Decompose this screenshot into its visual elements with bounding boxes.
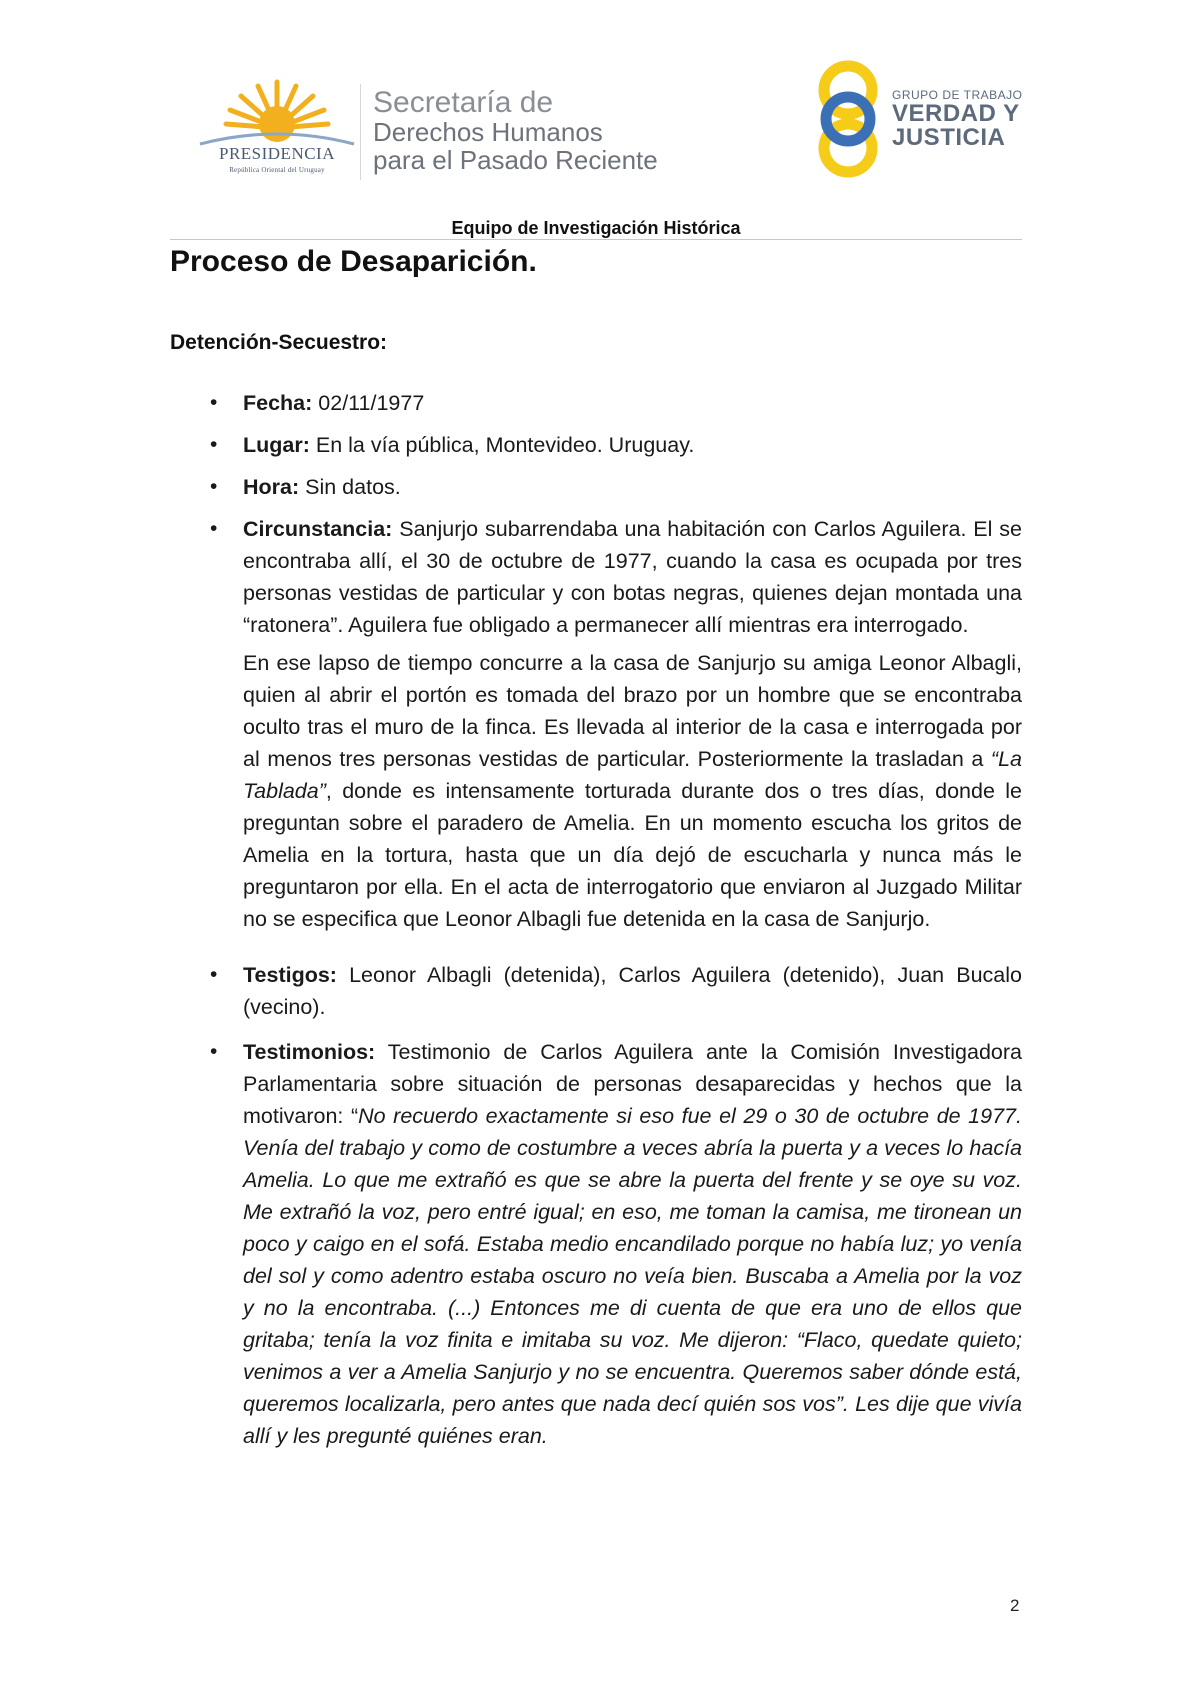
list-item-lugar: [170, 429, 1022, 461]
circunstancia-paragraph-2: [243, 647, 1022, 935]
secretaria-line3: para el Pasado Reciente: [373, 145, 658, 175]
bullet-icon: •: [210, 433, 218, 456]
testigos-label: Testigos:: [243, 963, 337, 987]
list-item-fecha: [170, 387, 1022, 419]
bullet-icon: •: [210, 475, 218, 498]
hora-value: Sin datos.: [299, 475, 401, 499]
bullet-icon: •: [210, 963, 218, 986]
bullet-icon: •: [210, 517, 218, 540]
testigos-value: Leonor Albagli (detenida), Carlos Aguilera (detenido), Juan Bucalo (vecino).: [243, 963, 1022, 1019]
details-list: [170, 387, 1022, 1452]
secretaria-line1: Secretaría de: [373, 86, 554, 119]
circunstancia-paragraph-1: [243, 513, 1022, 641]
lugar-value: En la vía pública, Montevideo. Uruguay.: [309, 433, 695, 457]
list-item-testigos: [170, 959, 1022, 1023]
grupo-line1: GRUPO DE TRABAJO: [892, 88, 1023, 102]
bullet-icon: •: [210, 1040, 218, 1063]
fecha-label: Fecha:: [243, 391, 313, 415]
bullet-icon: •: [210, 391, 218, 414]
document-header: [0, 0, 1191, 238]
circunstancia-text-2b: , donde es intensamente torturada durante dos o tres días, donde le preguntan sobre el paradero de Amelia. En un momento escucha los gritos de Amelia en la tortura, hasta que un día dejó de escucharla y nunca más le preguntaron por ella. En el acta de interrogatorio que enviaron al Juzgado Militar no se especifica que Leonor Albagli fue detenida en la casa de Sanjurjo.: [243, 779, 1022, 931]
team-heading: Equipo de Investigación Histórica: [451, 218, 741, 238]
secretaria-title: [373, 88, 713, 174]
secretaria-line2: Derechos Humanos: [373, 117, 603, 147]
section-heading: Detención-Secuestro:: [170, 331, 388, 354]
hora-label: Hora:: [243, 475, 300, 499]
list-item-hora: [170, 471, 1022, 503]
grupo-line3: JUSTICIA: [892, 124, 1006, 151]
document-body: [170, 240, 1022, 1452]
page-number: 2: [1010, 1596, 1020, 1615]
circunstancia-label: Circunstancia:: [243, 517, 393, 541]
grupo-line2: VERDAD Y: [892, 100, 1020, 127]
testimonios-intro: Testimonio de Carlos Aguilera ante la Comisión Investigadora Parlamentaria sobre situación de personas desaparecidas y hechos que la motivaron: “: [243, 1040, 1022, 1128]
verdad-justicia-text: [892, 88, 1052, 150]
sun-emblem-icon: [196, 78, 358, 150]
la-tablada-italic: “La Tablada”: [243, 747, 1022, 803]
circunstancia-text-1: Sanjurjo subarrendaba una habitación con Carlos Aguilera. El se encontraba allí, el 30 de octubre de 1977, cuando la casa es ocupada por tres personas vestidas de particular y con botas negras, quienes dejan montada una “ratonera”. Aguilera fue obligado a permanecer allí mientras era interrogado.: [243, 517, 1022, 637]
fecha-value: 02/11/1977: [312, 391, 425, 415]
lugar-label: Lugar:: [243, 433, 310, 457]
presidencia-logo: [196, 78, 358, 178]
logo-divider: [360, 84, 361, 180]
circunstancia-text-2a: En ese lapso de tiempo concurre a la casa de Sanjurjo su amiga Leonor Albagli, quien al abrir el portón es tomada del brazo por un hombre que se encontraba oculto tras el muro de la finca. Es llevada al interior de la casa e interrogada por al menos tres personas vestidas de particular. Posteriormente la trasladan a: [243, 651, 1022, 771]
list-item-testimonios: [170, 1036, 1022, 1452]
presidencia-name: PRESIDENCIA: [218, 144, 335, 163]
document-title: Proceso de Desaparición.: [170, 245, 537, 278]
testimonios-quote: No recuerdo exactamente si eso fue el 29 o 30 de octubre de 1977. Venía del trabajo y como de costumbre a veces abría la puerta y a veces lo hacía Amelia. Lo que me extrañó es que se abre la puerta del frente y se oye su voz. Me extrañó la voz, pero entré igual; en eso, me toman la camisa, me tironean un poco y caigo en el sofá. Estaba medio encandilado porque no había luz; yo venía del sol y como adentro estaba oscuro no veía bien. Buscaba a Amelia por la voz y no la encontraba. (...) Entonces me di cuenta de que era uno de ellos que gritaba; tenía la voz finita e imitaba su voz. Me dijeron: “Flaco, quedate quieto; venimos a ver a Amelia Sanjurjo y no se encuentra. Queremos saber dónde está, queremos localizarla, pero antes que nada decí quién sos vos”. Les dije que vivía allí y les pregunté quiénes eran.: [243, 1104, 1022, 1448]
presidencia-subtitle: República Oriental del Uruguay: [229, 166, 325, 174]
testimonios-label: Testimonios:: [243, 1040, 376, 1064]
list-item-circunstancia: [170, 513, 1022, 935]
